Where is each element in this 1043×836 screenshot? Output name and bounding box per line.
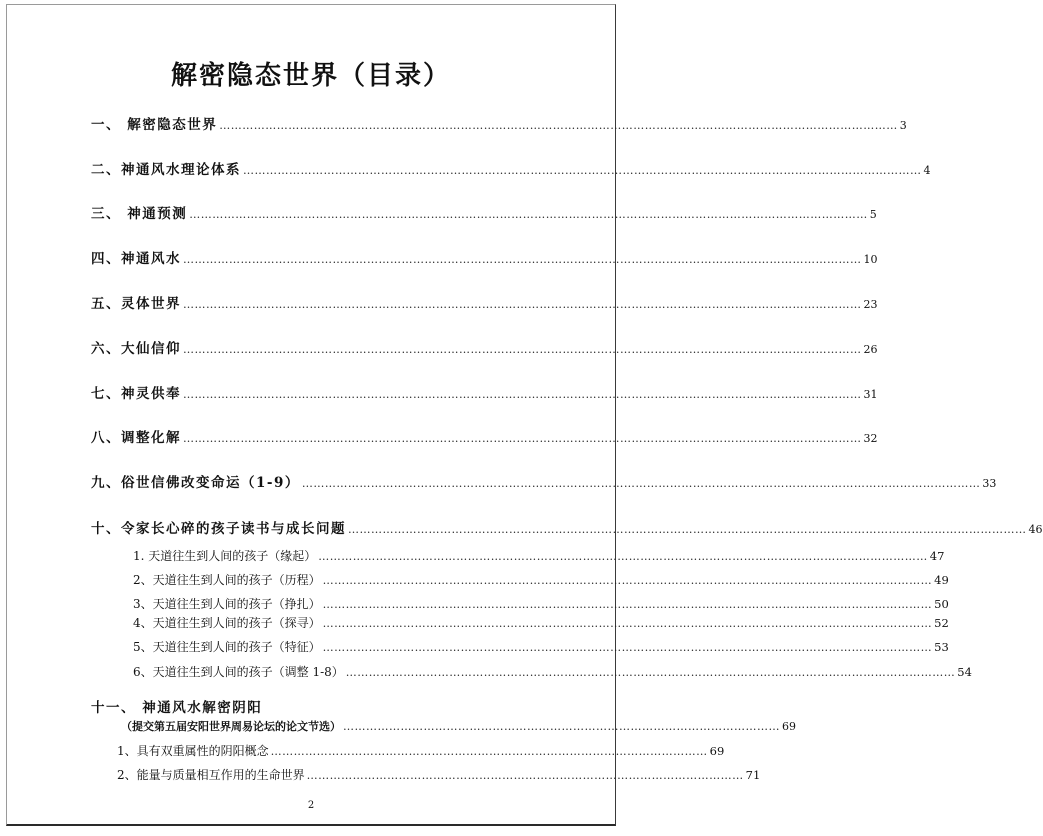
toc-entry-label: 三、 神通预测 bbox=[91, 206, 188, 222]
section-11-item-label: 1、具有双重属性的阴阳概念 bbox=[117, 744, 269, 758]
toc-entry-page: 46 bbox=[1028, 523, 1043, 536]
toc-entry-label: 十、令家长心碎的孩子读书与成长问题 bbox=[91, 521, 346, 537]
toc-subentry-5 bbox=[133, 638, 949, 655]
toc-entry-8 bbox=[91, 426, 878, 446]
toc-entry-label: 四、神通风水 bbox=[91, 251, 181, 267]
leader-dots: …………………………………………………………………………………………………………………………………………………………… bbox=[183, 343, 862, 356]
toc-entry-4 bbox=[91, 247, 878, 267]
section-11-note-label: （提交第五届安阳世界周易论坛的论文节选） bbox=[121, 720, 341, 733]
toc-entry-5 bbox=[91, 292, 878, 312]
section-11-item-label: 2、能量与质量相互作用的生命世界 bbox=[117, 768, 305, 782]
toc-subentry-label: 2、天道往生到人间的孩子（历程） bbox=[133, 573, 321, 587]
toc-entry-page: 3 bbox=[899, 119, 907, 132]
toc-entry-6 bbox=[91, 337, 878, 357]
leader-dots: …………………………………………………………………………………………………………………………………………………………… bbox=[183, 388, 862, 401]
leader-dots: …………………………………………………………………………………………………………………………………………… bbox=[318, 550, 928, 563]
leader-dots: …………………………………………………………………………………………………………………………………………………………… bbox=[243, 164, 922, 177]
leader-dots: …………………………………………………………………………………………………………………………………………… bbox=[345, 666, 956, 679]
section-11-note bbox=[121, 718, 796, 734]
toc-entry-label: 六、大仙信仰 bbox=[91, 341, 181, 357]
toc-subentry-label: 3、天道往生到人间的孩子（挣扎） bbox=[133, 597, 321, 611]
toc-entry-page: 32 bbox=[863, 432, 878, 445]
section-11-item-1 bbox=[117, 742, 725, 759]
toc-subentry-label: 5、天道往生到人间的孩子（特征） bbox=[133, 640, 321, 654]
toc-entry-page: 4 bbox=[923, 164, 931, 177]
leader-dots: …………………………………………………………………………………………………… bbox=[306, 769, 744, 782]
section-11-item-2 bbox=[117, 766, 761, 783]
toc-entry-label: 一、 解密隐态世界 bbox=[91, 117, 218, 133]
leader-dots: …………………………………………………………………………………………………………………………………………………………… bbox=[301, 477, 981, 490]
toc-subentry-1 bbox=[133, 547, 945, 564]
toc-entry-label: 九、俗世信佛改变命运（1-9） bbox=[91, 475, 300, 491]
toc-entry-page: 33 bbox=[982, 477, 997, 490]
section-11-heading: 十一、 神通风水解密阴阳 bbox=[91, 700, 263, 716]
toc-entry-10 bbox=[91, 517, 1043, 537]
section-11-item-page: 69 bbox=[709, 744, 725, 758]
leader-dots: …………………………………………………………………………………………………………………………………………………………… bbox=[183, 298, 862, 311]
toc-entry-page: 5 bbox=[869, 208, 877, 221]
toc-entry-7 bbox=[91, 382, 878, 402]
leader-dots: …………………………………………………………………………………………………………………………………………………………… bbox=[348, 523, 1027, 536]
toc-subentry-page: 49 bbox=[934, 573, 949, 587]
toc-entry-page: 31 bbox=[863, 388, 878, 401]
leader-dots: …………………………………………………………………………………………………………………………………………………………… bbox=[189, 208, 868, 221]
section-11-note-page: 69 bbox=[782, 720, 796, 733]
toc-subentry-6 bbox=[133, 663, 972, 680]
leader-dots: …………………………………………………………………………………………………………………………………………………………… bbox=[219, 119, 898, 132]
page-title: 解密隐态世界（目录） bbox=[170, 61, 451, 91]
toc-subentry-3 bbox=[133, 595, 949, 612]
toc-entry-page: 26 bbox=[863, 343, 878, 356]
toc-subentry-label: 4、天道往生到人间的孩子（探寻） bbox=[133, 616, 321, 630]
toc-subentry-label: 1. 天道往生到人间的孩子（缘起） bbox=[133, 549, 317, 563]
leader-dots: …………………………………………………………………………………………………………………………………………………………… bbox=[183, 432, 862, 445]
toc-entry-9 bbox=[91, 471, 997, 491]
toc-entry-2 bbox=[91, 158, 931, 178]
toc-entry-3 bbox=[91, 202, 877, 222]
toc-subentry-2 bbox=[133, 571, 949, 588]
toc-subentry-page: 54 bbox=[957, 665, 972, 679]
toc-entry-label: 五、灵体世界 bbox=[91, 296, 181, 312]
toc-entry-label: 八、调整化解 bbox=[91, 430, 181, 446]
toc-subentry-page: 50 bbox=[934, 597, 949, 611]
leader-dots: …………………………………………………………………………………………………………………………………………… bbox=[322, 617, 933, 630]
toc-subentry-page: 47 bbox=[929, 549, 945, 563]
section-11-item-page: 71 bbox=[745, 768, 761, 782]
leader-dots: …………………………………………………………………………………………………… bbox=[270, 745, 708, 758]
toc-entry-page: 23 bbox=[863, 298, 878, 311]
leader-dots: …………………………………………………………………………………………………………………………………………… bbox=[322, 598, 933, 611]
toc-entry-label: 七、神灵供奉 bbox=[91, 386, 181, 402]
leader-dots: …………………………………………………………………………………………………………………………………………………………… bbox=[183, 253, 862, 266]
toc-entry-label: 二、神通风水理论体系 bbox=[91, 162, 241, 178]
toc-subentry-label: 6、天道往生到人间的孩子（调整 1-8） bbox=[133, 665, 344, 679]
leader-dots: …………………………………………………………………………………………………………………………………………… bbox=[322, 641, 933, 654]
toc-subentry-4 bbox=[133, 614, 949, 631]
toc-entry-page: 10 bbox=[863, 253, 878, 266]
document-page bbox=[6, 4, 1043, 826]
toc-subentry-page: 53 bbox=[934, 640, 949, 654]
toc-entry-1 bbox=[91, 113, 907, 133]
leader-dots: …………………………………………………………………………………………………………………………………………… bbox=[322, 574, 933, 587]
toc-subentry-page: 52 bbox=[934, 616, 949, 630]
page-number: 2 bbox=[307, 800, 315, 811]
leader-dots: …………………………………………………………………………………………………… bbox=[343, 720, 780, 733]
